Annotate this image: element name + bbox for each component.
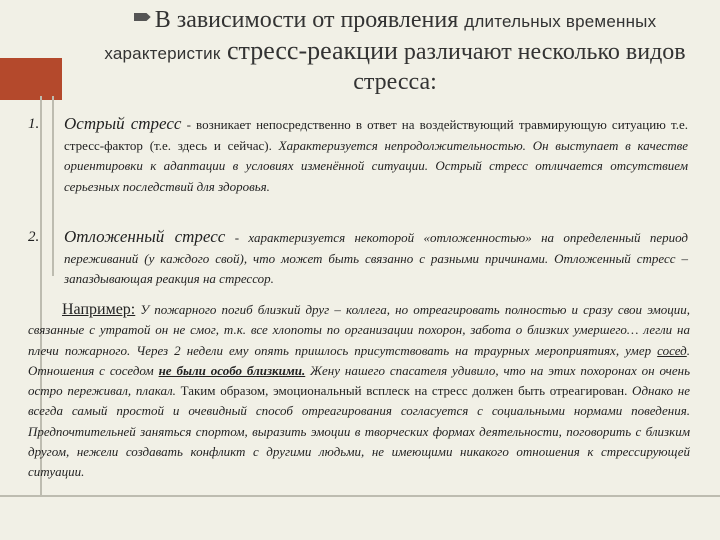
item-text-1a: - возникает непосредственно в ответ на воздействующий травмирующую ситуацию т.е. стресс-фактор (т.е. здесь и сейчас). [64, 117, 688, 153]
pen-icon [134, 13, 151, 21]
item-text-2a: - [225, 230, 249, 245]
vertical-rule-inner [52, 96, 54, 276]
example-label: Например: [62, 301, 136, 318]
example-text-3: Жену нашего спасателя удивило, что на этих похоронах он очень остро переживал, плакал. [28, 362, 690, 399]
list-item-delayed-stress [64, 227, 688, 290]
title-part-3: стресс-реакции [220, 36, 398, 65]
item-number-2: 2. [28, 229, 40, 245]
example-text-1: У пожарного погиб близкий друг – коллега, но отреагировать полностью и сразу свои эмоции, связанные с утратой он не смог, т.к. все хлопоты по организации похорон, забота о близких умершего… легли на плечи пожарного. Через 2 недели ему опять пришлось присутствовать на траурных мероприятиях, умер [28, 302, 690, 358]
title-part-1: В зависимости от проявления [154, 7, 465, 33]
item-text-2b: характеризуется некоторой «отложенностью» на определенный период переживаний (у каждого свой), что может быть связанно с разными причинами. Отложенный стресс – запаздывающая реакция на стрессор. [64, 230, 688, 286]
example-paragraph [28, 300, 690, 483]
example-text-2: . Отношения с соседом [28, 342, 690, 378]
example-text-5: Однако не всегда самый простой и очевидный способ отреагирования согласуется с социальными нормами поведения. Предпочтительней заняться спортом, выразить эмоции в творческих формах деятельности, поговорить с близким другом, нежели создавать конфликт с другими людьми, не имеющими никакого отношения к стрессирующей ситуации. [28, 383, 690, 480]
slide-title [95, 6, 695, 97]
item-lead-2: Отложенный стресс [64, 227, 226, 246]
example-text-4: Таким образом, эмоциональный всплеск на стресс должен быть отреагирован. [180, 383, 628, 399]
horizontal-rule [0, 495, 720, 497]
title-part-2: длительных временных характеристик [104, 12, 657, 63]
item-lead-1: Острый стресс [64, 114, 182, 133]
item-text-1b: Характеризуется непродолжительностью. Он выступает в качестве ориентировки к адаптации в условиях изменённой ситуации. Острый стресс отличается отсутствием серьезных последствий для здоровья. [64, 137, 688, 194]
example-bold-underlined: не были особо близкими. [158, 362, 306, 378]
example-underlined: сосед [657, 342, 687, 358]
list-item-acute-stress [64, 114, 688, 197]
title-part-4: различают несколько видов стресса: [353, 39, 686, 95]
accent-bar [0, 58, 62, 100]
item-number-1: 1. [28, 116, 40, 132]
